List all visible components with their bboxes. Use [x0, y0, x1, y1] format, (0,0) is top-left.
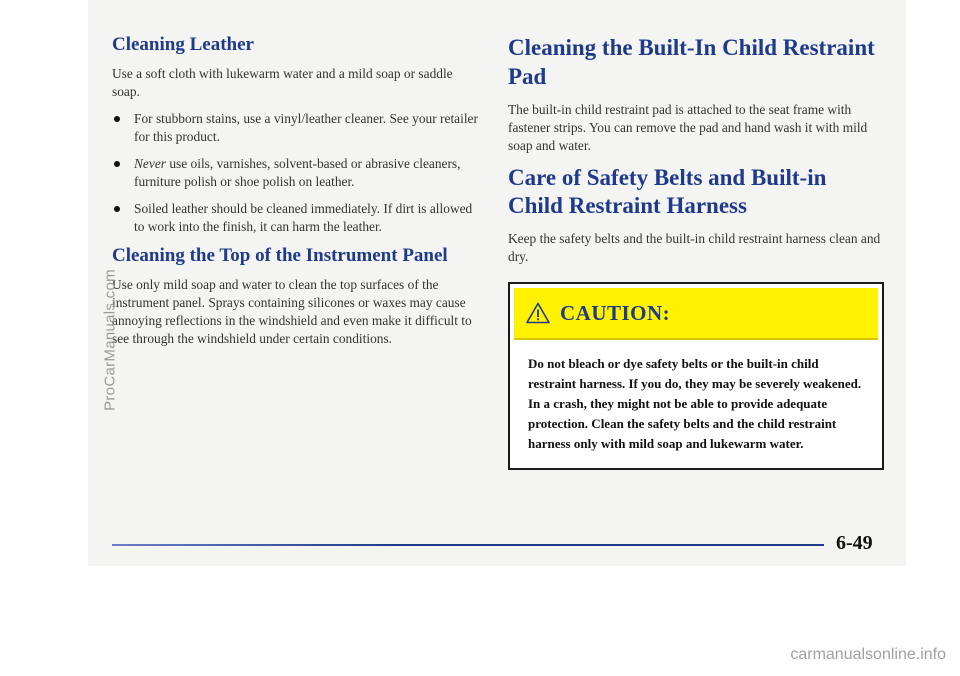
cleaning-leather-list: [112, 110, 482, 236]
caution-header: [514, 288, 878, 340]
bullet-icon: [114, 206, 120, 212]
caution-box: [508, 282, 884, 470]
warning-triangle-icon: [526, 302, 550, 324]
bullet-icon: [114, 161, 120, 167]
list-item-emphasis: Never: [134, 155, 166, 171]
list-item: [112, 110, 482, 146]
list-item-text: Soiled leather should be cleaned immediately. If dirt is allowed to work into the finish, it can harm the leather.: [134, 200, 473, 234]
caution-text: Do not bleach or dye safety belts or the built-in child restraint harness. If you do, they may be severely weakened. In a crash, they might not be able to provide adequate protection. Clean the safety belts and the child restraint harness only with mild soap and lukewarm water.: [528, 356, 862, 451]
heading-child-restraint-pad: Cleaning the Built-In Child Restraint Pad: [508, 35, 875, 89]
left-column: [112, 34, 482, 357]
watermark: ProCarManuals.com: [101, 269, 119, 411]
site-watermark: carmanualsonline.info: [790, 646, 946, 663]
instrument-panel-body: Use only mild soap and water to clean the top surfaces of the instrument panel. Sprays containing silicones or waxes may cause annoying reflections in the windshield and even make it difficult to see through the windshield under certain conditions.: [112, 276, 472, 346]
list-item: [112, 155, 482, 191]
bullet-icon: [114, 116, 120, 122]
heading-cleaning-leather: Cleaning Leather: [112, 34, 254, 55]
list-item-text: use oils, varnishes, solvent-based or abrasive cleaners, furniture polish or shoe polish on leather.: [134, 155, 461, 189]
safety-belts-care-body: Keep the safety belts and the built-in child restraint harness clean and dry.: [508, 231, 881, 264]
child-restraint-pad-body: The built-in child restraint pad is attached to the seat frame with fastener strips. You can remove the pad and hand wash it with mild soap and water.: [508, 101, 868, 153]
caution-title: CAUTION:: [560, 300, 671, 325]
heading-safety-belts-care: Care of Safety Belts and Built-in Child Restraint Harness: [508, 164, 827, 219]
cleaning-leather-intro: Use a soft cloth with lukewarm water and a mild soap or saddle soap.: [112, 65, 453, 99]
right-column: [508, 34, 884, 470]
heading-instrument-panel: Cleaning the Top of the Instrument Panel: [112, 244, 448, 266]
list-item: [112, 200, 482, 236]
list-item-text: For stubborn stains, use a vinyl/leather cleaner. See your retailer for this product.: [134, 110, 478, 144]
page-number: 6-49: [836, 532, 873, 554]
footer-rule: [112, 544, 824, 546]
